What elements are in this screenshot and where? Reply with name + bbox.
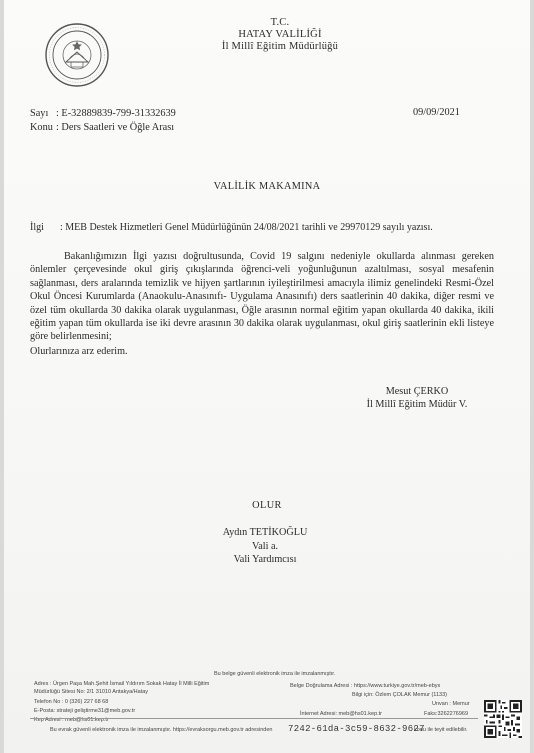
footer-fax: Faks:3262276969 [424, 711, 469, 717]
verification-code: 7242-61da-3c59-8632-9627 [288, 724, 425, 734]
esign-note: Bu belge güvenli elektronik imza ile imzalanmıştır. [214, 671, 336, 677]
sayi-label: Sayı [30, 108, 49, 119]
country-label: T.C. [270, 17, 290, 28]
approver-line2: Vali a. [251, 540, 279, 552]
footer-internet: İnternet Adresi: meb@hs01.kep.tr [300, 711, 383, 717]
body-closing: Olurlarınıza arz ederim. [30, 345, 128, 357]
konu-label: Konu [30, 122, 53, 133]
directorate-label: İl Millî Eğitim Müdürlüğü [221, 41, 339, 52]
document-date: 09/09/2021 [413, 107, 460, 118]
ilgi-value: : MEB Destek Hizmetleri Genel Müdürlüğünün 24/08/2021 tarihli ve 29970129 sayılı yazısı. [60, 222, 433, 233]
addressee: VALİLİK MAKAMINA [213, 181, 321, 192]
governorship-label: HATAY VALİLİĞİ [238, 29, 322, 40]
footer-unvan: Unvan : Memur [432, 701, 470, 707]
footer-rule [30, 718, 478, 719]
footer-verify: Belge Doğrulama Adresi : https://www.turkiye.gov.tr/meb-ebys [290, 683, 441, 689]
body-paragraph: Bakanlığımızın İlgi yazısı doğrultusunda, Covid 19 salgını nedeniyle okullarda alınması gereken önlemler çerçevesinde okul giriş çıkışlarında öğrenci-veli yoğunluğunun azaltılması, sosyal mesafenin sağlanması, ders aralarında temizlik ve hijyen şartlarının iyileştirilmesi amacıyla ilimiz genelindeki Resmi-Özel Okul Öncesi Kurumlarda (Anaokulu-Anasınıfı- Uygulama Anasınıfı) ders saatlerinin 40 dakika, diğer resmi ve özel tüm okullarda 30 dakika olarak uygulanması, Öğle arasının normal eğitim yapan okullarda 40 dakika, ikili eğitim yapan tüm okullarda ise iki devre arasının 30 dakika olarak uygulanması, okul giriş saatlerinin ekli listeye göre belirlenmesini; [30, 251, 494, 343]
footer-address: Adres : Ürgen Paşa Mah.Şehit İsmail Yıldırım Sokak Hatay İl Milli Eğitim [34, 681, 210, 687]
qr-code-icon [484, 700, 522, 738]
approver-name: Aydın TETİKOĞLU [222, 527, 308, 538]
footer-phone: Telefon No : 0 (326) 227 68 68 [34, 699, 109, 705]
footer-bottom-prefix: Bu evrak güvenli elektronik imza ile imzalanmıştır. https://evraksorgu.meb.gov.tr adresinden [50, 727, 273, 733]
footer-email: E-Posta: strateji geliştirme31@meb.gov.tr [34, 708, 136, 714]
sayi-value: : E-32889839-799-31332639 [56, 108, 176, 119]
approver-line3: Vali Yardımcısı [233, 554, 297, 565]
signatory-title: İl Millî Eğitim Müdür V. [366, 399, 468, 410]
footer-kep: Kep Adresi : meb@hs01.kep.tr [34, 717, 109, 723]
signatory-name: Mesut ÇERKO [385, 386, 449, 397]
footer-info: Bilgi için: Özlem ÇOLAK Memur (1133) [352, 692, 447, 698]
footer-bottom-suffix: kodu ile teyit edilebilir. [414, 727, 468, 733]
footer-address2: Müdürlüğü Sitesi No: 2/1 31010 Antakya/Hatay [34, 689, 149, 695]
ilgi-label: İlgi [30, 222, 44, 233]
konu-value: : Ders Saatleri ve Öğle Arası [56, 122, 175, 133]
approval-label: OLUR [252, 500, 282, 511]
